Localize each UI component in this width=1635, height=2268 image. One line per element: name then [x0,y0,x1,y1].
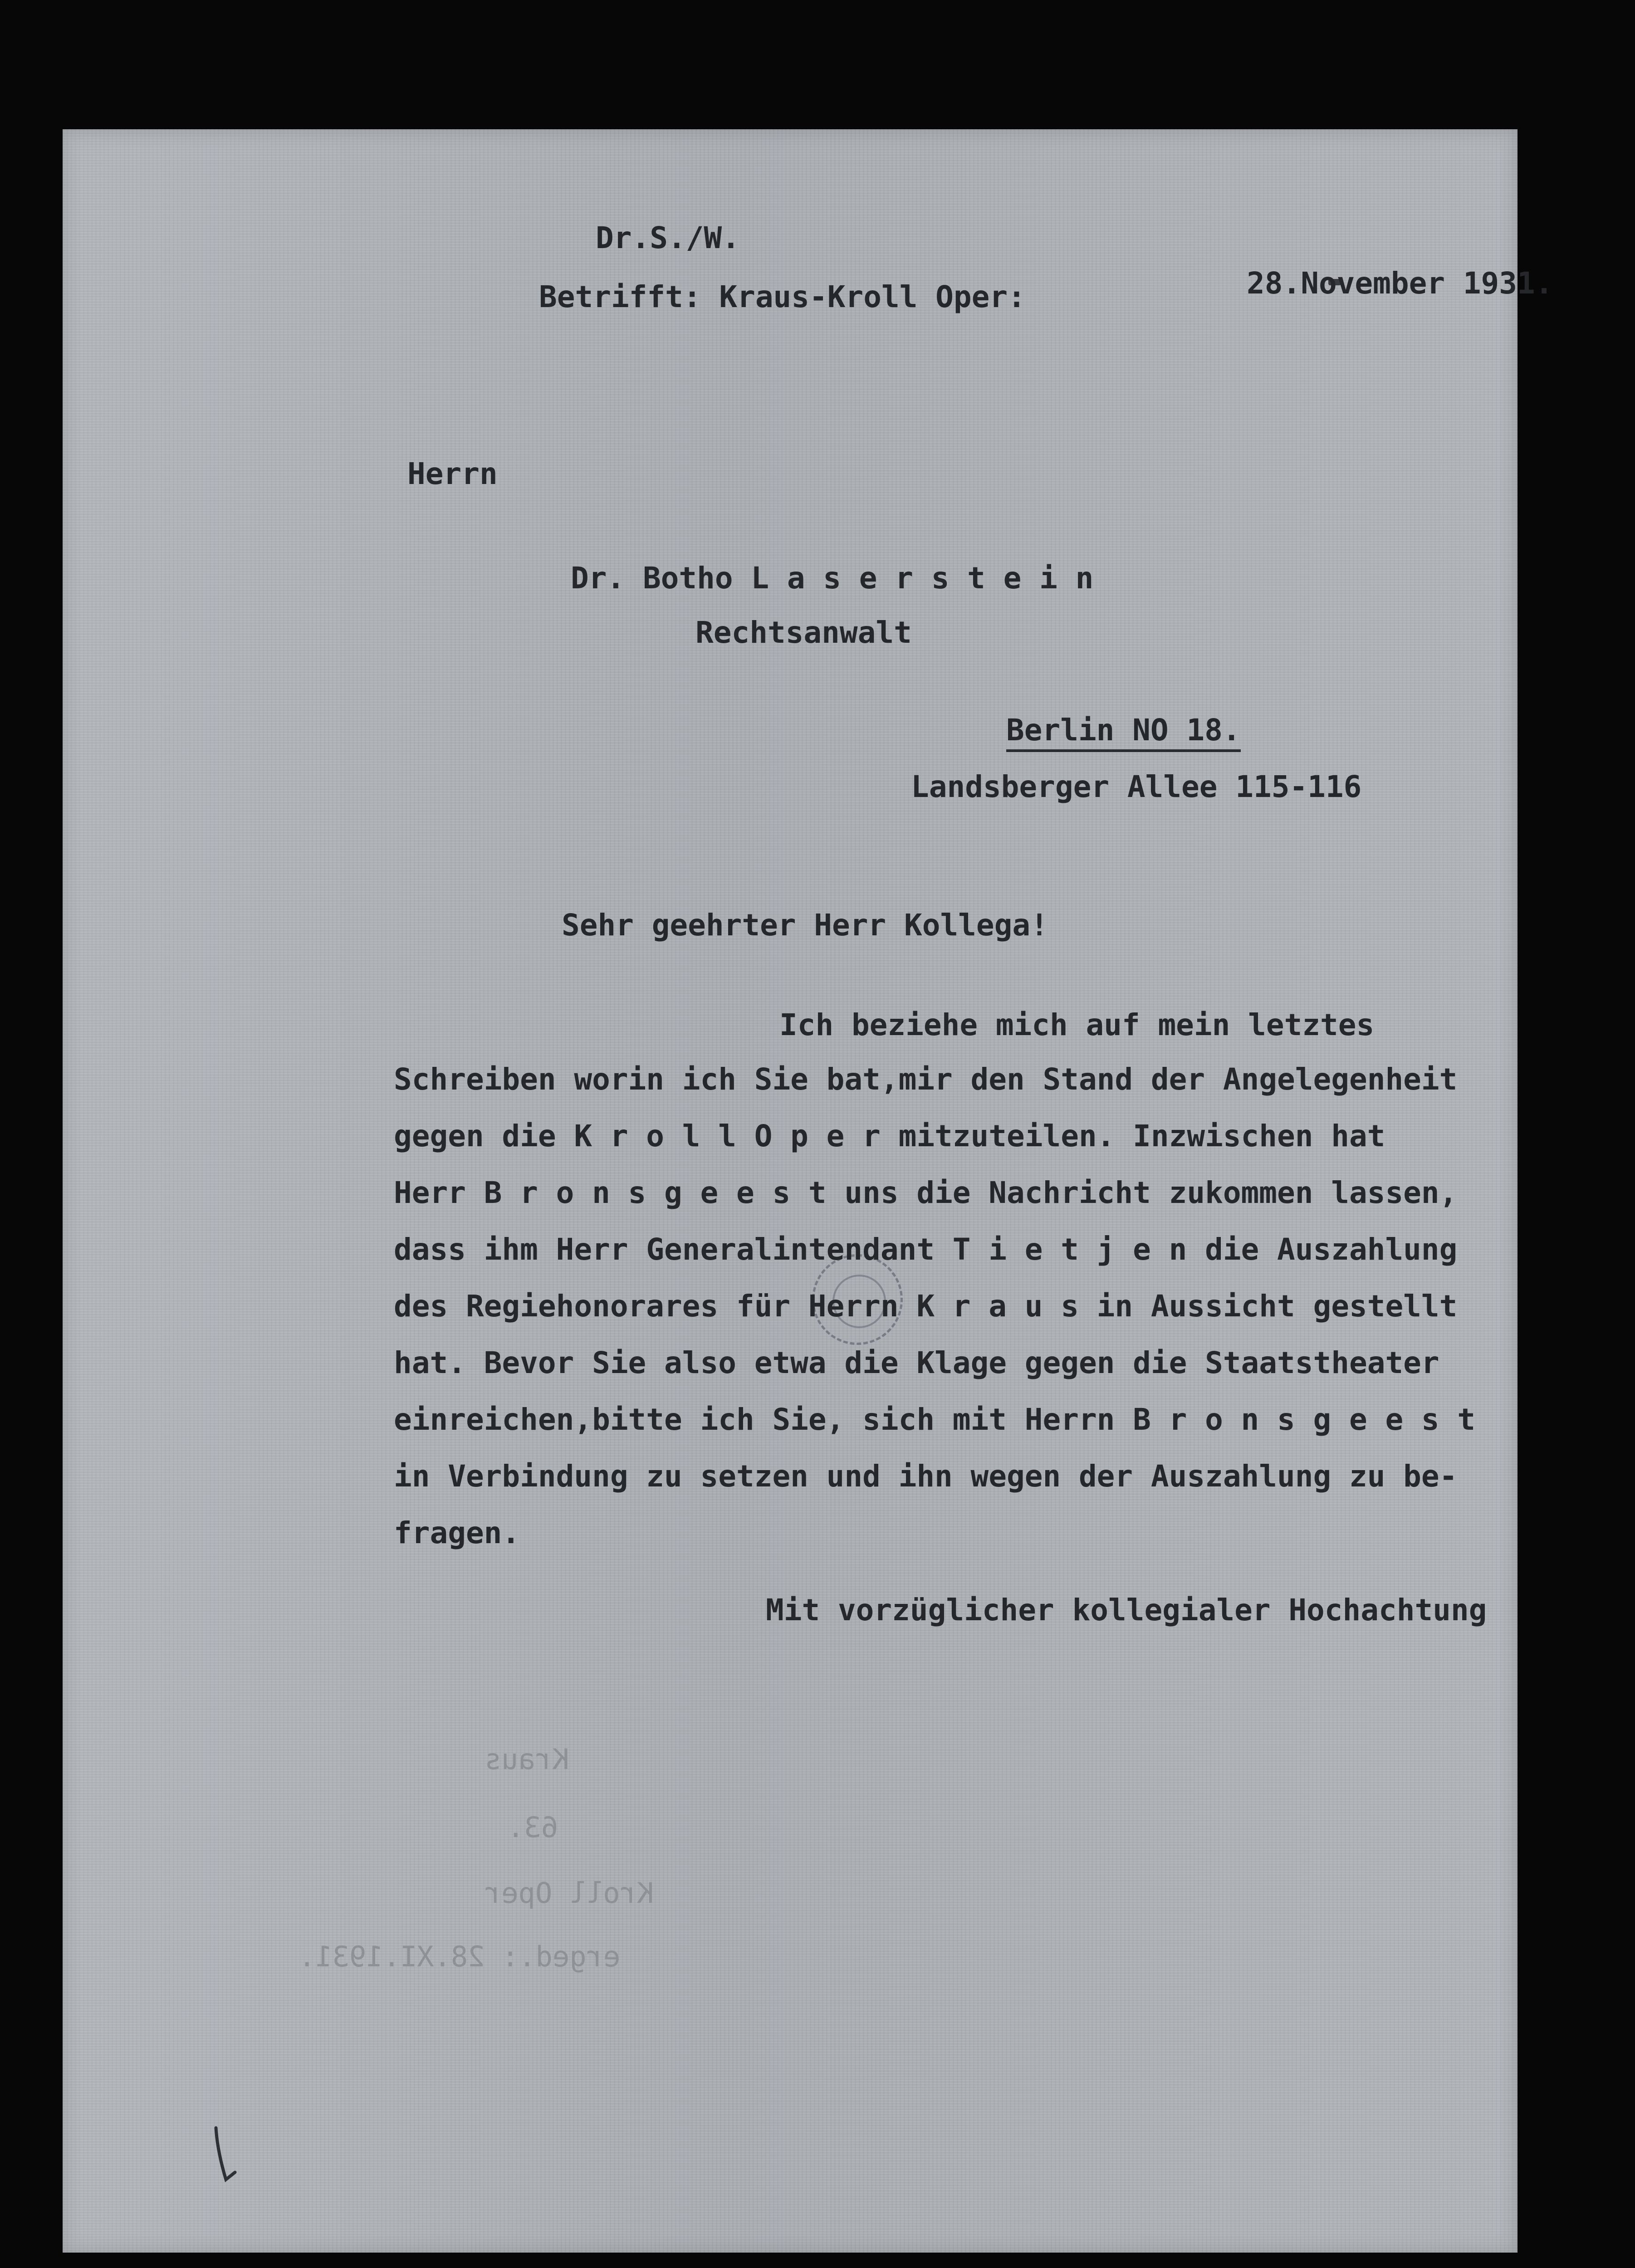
body-line: Schreiben worin ich Sie bat,mir den Stand der Angelegenheit [394,1062,1458,1097]
greeting: Sehr geehrter Herr Kollega! [562,908,1048,943]
body-line: des Regiehonorares für Herrn K r a u s in Aussicht gestellt [394,1289,1458,1324]
bleed-through-text: Kraus [485,1743,569,1776]
bleed-through-text: Kroll Oper [485,1877,654,1910]
recipient-street: Landsberger Allee 115-116 [911,769,1362,804]
salutation-to: Herrn [407,456,498,491]
body-line: hat. Bevor Sie also etwa die Klage gegen die Staatstheater [394,1345,1439,1380]
body-line: Ich beziehe mich auf mein letztes [779,1007,1375,1042]
recipient-title: Rechtsanwalt [695,615,912,650]
letter-date: 28.November 1931. [1247,266,1553,301]
body-line: gegen die K r o l l O p e r mitzuteilen. Inzwischen hat [394,1119,1385,1154]
subject-line: Betrifft: Kraus-Kroll Oper: [539,279,1026,314]
reference-code: Dr.S./W. [596,220,740,255]
letter-sheet [63,129,1553,2253]
body-line: Herr B r o n s g e e s t uns die Nachricht zukommen lassen, [394,1175,1458,1210]
bleed-through-text: erged.: 28.XI.1931. [299,1940,621,1973]
recipient-name: Dr. Botho L a s e r s t e i n [571,561,1094,596]
bleed-through-text: 63. [507,1811,558,1844]
recipient-city: Berlin NO 18. [1006,712,1241,752]
body-line: einreichen,bitte ich Sie, sich mit Herrn B r o n s g e e s t [394,1402,1476,1437]
body-line: dass ihm Herr Generalintendant T i e t j e n die Auszahlung [394,1232,1458,1267]
closing-phrase: Mit vorzüglicher kollegialer Hochachtung [766,1593,1487,1628]
pencil-tick-mark [212,2125,240,2184]
body-line: in Verbindung zu setzen und ihn wegen der Auszahlung zu be- [394,1459,1458,1494]
body-line: fragen. [394,1515,520,1550]
